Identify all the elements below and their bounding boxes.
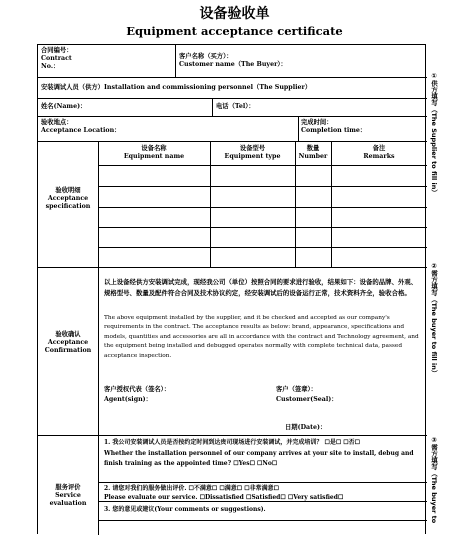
service-label: 服务评价 Service evaluation [49, 484, 87, 507]
col-equipment-name: 设备名称 Equipment name [123, 145, 185, 160]
installer-label: 安装调试人员（供方）Installation and commissioning personnel（The Supplier） [41, 84, 312, 91]
side-note-buyer-2: ③需方填写（The buyer to [430, 436, 438, 524]
side-note-buyer-1: ②需方填写（The buyer to fill in） [430, 262, 438, 377]
tel-label: 电话（Tel）： [216, 103, 255, 110]
agent-sign-label: 客户授权代表（签名）： Agent(sign)： [104, 386, 171, 403]
completion-label: 完成时间： Completion time： [301, 119, 367, 134]
customer-seal-label: 客户（签章）： Customer(Seal)： [276, 386, 338, 403]
document-title: 设备验收单 [199, 6, 270, 22]
spec-label: 验收明细 Acceptance specification [45, 187, 91, 210]
col-number: 数量 Number [298, 145, 328, 160]
service-question-2: 2. 请您对我们的服务做出评价. ☐不满意☐ ☐满意☐ ☐非常满意☐ Please evaluate our service. ☐Dissatisfied ☐Satisfied☐ ☐Very satisfied☐ [104, 485, 344, 501]
customer-name-label: 客户名称（买方）： Customer name（The Buyer）： [179, 53, 287, 68]
contract-number-label: 合同编号： Contract No.： [41, 47, 73, 70]
confirm-text-en: The above equipment installed by the supplier, and it be checked and accepted as our company's requirements in the contract. The acceptance results as below: brand, appearance, specifications and models, quantities and accessories are all in accordance with the contract and Technology agreement, and the equipment being installed and debugged operates normally with complete technical data, passed acceptance inspection. [104, 315, 419, 359]
name-label: 姓名(Name)： [41, 103, 87, 110]
date-label: 日期(Date)： [285, 424, 327, 431]
service-question-1: 1. 我公司安装调试人员是否按约定时间到达贵司现场进行安装调试，并完成培训？ ☐是☐ ☐否☐ Whether the installation personnel of our company arrives at your site to install, debug and finish training as the appointed time? ☐Yes☐ ☐No☐ [104, 439, 414, 467]
confirm-text-cn: 以上设备经供方安装调试完成，现经我公司（单位）按照合同的要求进行验收，结果如下：设备的品牌、外观、规格型号、数量及配件符合合同及技术协议约定，经安装调试后的设备运行正常，技术资料齐全，验收合格。 [104, 278, 418, 297]
form-frame [37, 44, 426, 534]
col-equipment-type: 设备型号 Equipment type [224, 145, 281, 160]
location-label: 验收地点： Acceptance Location： [41, 119, 121, 134]
col-remarks: 备注 Remarks [363, 145, 395, 160]
document-subtitle: Equipment acceptance certificate [126, 24, 343, 38]
side-note-supplier: ①供方填写（The Supplier to fill in） [430, 72, 438, 196]
service-question-3: 3. 您的意见或建议(Your comments or suggestions). [104, 506, 266, 513]
confirm-label: 验收确认 Acceptance Confirmation [44, 331, 92, 354]
